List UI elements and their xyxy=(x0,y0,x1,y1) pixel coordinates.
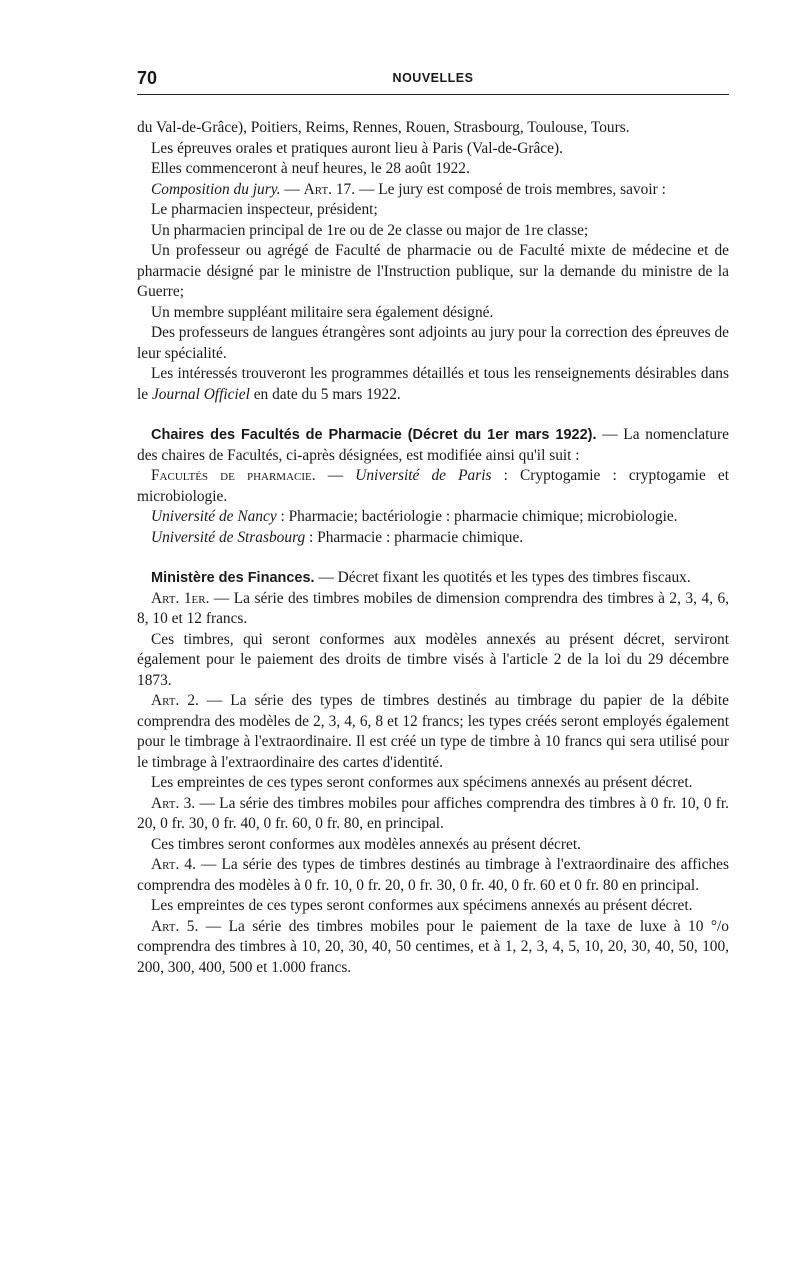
paragraph: Art. 4. — La série des types de timbres destinés au timbrage à l'extraordinaire des affiches comprendra des modèles à 0 fr. 10, 0 fr. 20, 0 fr. 30, 0 fr. 40, 0 fr. 60 et 0 fr. 80 en principal. xyxy=(137,856,729,894)
article-label: Art. 1er. xyxy=(151,589,210,607)
section-lead: Composition du jury. xyxy=(151,180,281,198)
paragraph: Les empreintes de ces types seront conformes aux spécimens annexés au présent décret. xyxy=(151,774,693,791)
section-paragraph: Chaires des Facultés de Pharmacie (Décret du 1er mars 1922). — La nomenclature des chaires de Facultés, ci-après désignées, est modifiée ainsi qu'il suit : xyxy=(137,426,729,464)
paragraph: Art. 3. — La série des timbres mobiles pour affiches comprendra des timbres à 0 fr. 10, 0 fr. 20, 0 fr. 30, 0 fr. 40, 0 fr. 60, 0 fr. 80, en principal. xyxy=(137,794,730,832)
paragraph: Ces timbres, qui seront conformes aux modèles annexés au présent décret, serviront également pour le paiement des droits de timbre visés à l'article 2 de la loi du 29 décembre 1873. xyxy=(137,630,729,689)
paragraph: Université de Nancy : Pharmacie; bactériologie : pharmacie chimique; microbiologie. xyxy=(151,508,678,525)
paragraph: Facultés de pharmacie. — Université de Paris : Cryptogamie : cryptogamie et microbiologie. xyxy=(137,467,730,505)
faculty-label: Facultés de pharmacie. xyxy=(151,467,316,484)
journal-title: Journal Officiel xyxy=(151,385,250,403)
section-paragraph: Ministère des Finances. — Décret fixant les quotités et les types des timbres fiscaux. xyxy=(151,569,691,586)
paragraph: Université de Strasbourg : Pharmacie : pharmacie chimique. xyxy=(151,528,524,546)
paragraph: Art. 2. — La série des types de timbres destinés au timbrage du papier de la débite comprendra des modèles de 2, 3, 4, 6, 8 et 12 francs; les types créés seront employés également pour le timbrage à l'extraordinaire. Il est créé un type de timbre à 10 francs qui sera utilisé pour le timbrage à l'extraordinaire des cartes d'identité. xyxy=(137,692,729,771)
university-name: Université de Paris xyxy=(355,467,492,484)
paragraph: Les intéressés trouveront les programmes détaillés et tous les renseignements désirables dans le Journal Officiel en date du 5 mars 1922. xyxy=(137,365,729,403)
page-number: 70 xyxy=(137,68,158,88)
paragraph: Ces timbres seront conformes aux modèles annexés au présent décret. xyxy=(151,835,581,853)
document-page xyxy=(137,68,729,978)
running-header xyxy=(137,68,729,95)
article-label: Art. 4. xyxy=(151,856,196,873)
paragraph: du Val-de-Grâce), Poitiers, Reims, Rennes, Rouen, Strasbourg, Toulouse, Tours. xyxy=(137,119,630,136)
list-item: Un pharmacien principal de 1re ou de 2e classe ou major de 1re classe; xyxy=(151,221,589,239)
paragraph: Des professeurs de langues étrangères sont adjoints au jury pour la correction des épreuves de leur spécialité. xyxy=(137,324,729,362)
list-item: Le pharmacien inspecteur, président; xyxy=(151,201,378,218)
university-name: Université de Nancy xyxy=(151,508,277,525)
university-name: Université de Strasbourg xyxy=(151,528,306,546)
paragraph: Composition du jury. — Art. 17. — Le jury est composé de trois membres, savoir : xyxy=(151,180,666,198)
paragraph: Les empreintes de ces types seront conformes aux spécimens annexés au présent décret. xyxy=(151,897,693,914)
paragraph: Les épreuves orales et pratiques auront lieu à Paris (Val-de-Grâce). xyxy=(151,139,563,157)
paragraph: Elles commenceront à neuf heures, le 28 août 1922. xyxy=(151,160,470,177)
list-item: Un professeur ou agrégé de Faculté de pharmacie ou de Faculté mixte de médecine et de pharmacie désigné par le ministre de l'Instruction publique, sur la demande du ministre de la Guerre; xyxy=(137,242,729,300)
section-heading: Chaires des Facultés de Pharmacie (Décret du 1er mars 1922). xyxy=(151,427,597,443)
section-heading: Ministère des Finances. xyxy=(151,570,315,586)
article-label: Art. 2. xyxy=(151,692,199,709)
article-label: Art. 3. xyxy=(151,794,196,812)
body-text xyxy=(137,118,729,978)
paragraph: Art. 1er. — La série des timbres mobiles de dimension comprendra des timbres à 2, 3, 4, 6, 8, 10 et 12 francs. xyxy=(137,589,729,627)
paragraph: Art. 5. — La série des timbres mobiles pour le paiement de la taxe de luxe à 10 °/o comprendra des timbres à 10, 20, 30, 40, 50 centimes, et à 1, 2, 3, 4, 5, 10, 20, 30, 40, 50, 100, 200, 300, 400, 500 et 1.000 francs. xyxy=(137,917,729,976)
paragraph: Un membre suppléant militaire sera également désigné. xyxy=(151,303,494,321)
running-title: NOUVELLES xyxy=(392,71,474,85)
article-label: Art. 5. xyxy=(151,917,199,935)
article-label: Art. 17. xyxy=(303,180,356,198)
